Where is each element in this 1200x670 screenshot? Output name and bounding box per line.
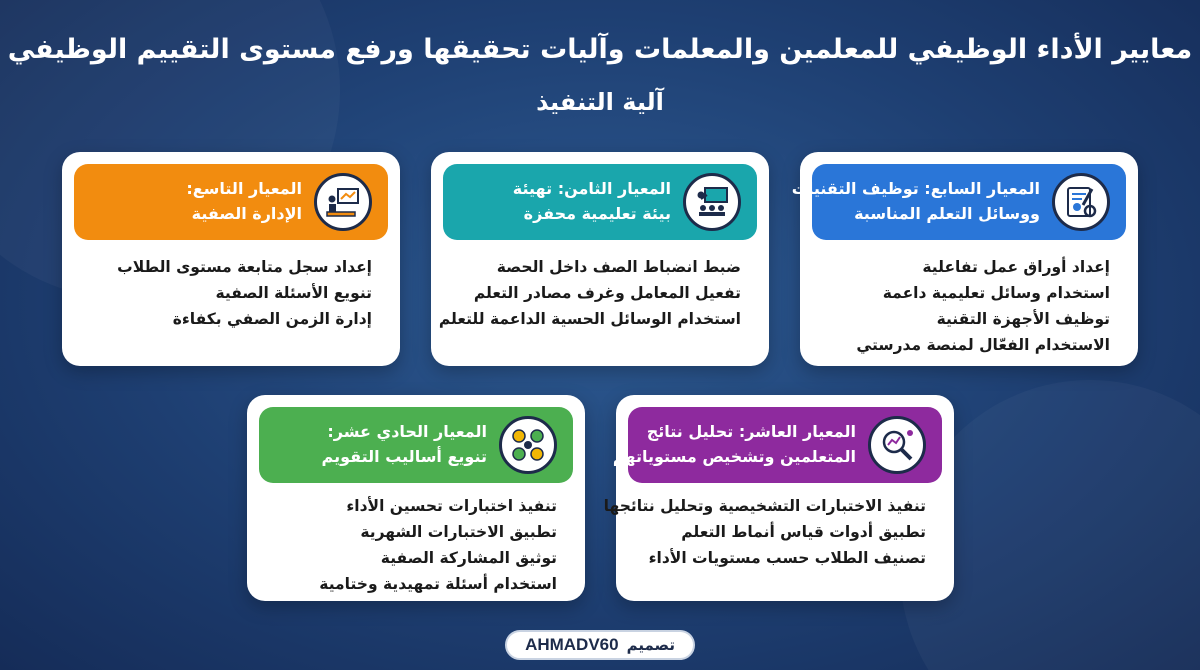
list-item: استخدام أسئلة تمهيدية وختامية: [319, 575, 557, 593]
list-item: تنويع الأسئلة الصفية: [215, 284, 372, 302]
designer-credit: [505, 630, 695, 660]
card-title-line2: ووسائل التعلم المناسبة: [854, 204, 1040, 223]
list-item: استخدام الوسائل الحسية الداعمة للتعلم: [438, 310, 741, 328]
card-standard-11: [247, 395, 585, 601]
classroom-management-icon: [314, 173, 372, 231]
list-item: الاستخدام الفعّال لمنصة مدرستي: [856, 336, 1110, 354]
card-title-line1: المعيار السابع: توظيف التقنيات: [791, 179, 1040, 199]
card-header: [74, 164, 388, 240]
card-title-line1: المعيار الثامن: تهيئة: [512, 179, 671, 199]
learning-environment-icon: [683, 173, 741, 231]
list-item: تفعيل المعامل وغرف مصادر التعلم: [473, 284, 741, 302]
list-item: ضبط انضباط الصف داخل الحصة: [496, 258, 741, 276]
card-items: [820, 254, 1110, 358]
list-item: توثيق المشاركة الصفية: [380, 549, 557, 567]
assessment-methods-icon: [499, 416, 557, 474]
card-items: [267, 493, 557, 597]
list-item: تطبيق الاختبارات الشهرية: [360, 523, 557, 541]
card-header: [612, 407, 942, 483]
list-item: إدارة الزمن الصفي بكفاءة: [172, 310, 372, 328]
card-standard-9: [62, 152, 400, 366]
card-title-line1: المعيار الحادي عشر:: [327, 422, 487, 442]
list-item: تنفيذ اختبارات تحسين الأداء: [346, 497, 557, 515]
list-item: تطبيق أدوات قياس أنماط التعلم: [681, 523, 926, 541]
card-title-line2: الإدارة الصفية: [191, 204, 302, 223]
credit-label: تصميم: [626, 636, 675, 654]
list-item: تصنيف الطلاب حسب مستويات الأداء: [648, 549, 926, 567]
card-header: [443, 164, 757, 240]
card-header: [259, 407, 573, 483]
card-title-line1: المعيار العاشر: تحليل نتائج: [646, 422, 856, 442]
card-items: [82, 254, 372, 332]
card-title-line2: المتعلمين وتشخيص مستوياتهم: [612, 447, 856, 466]
card-title-line1: المعيار التاسع:: [186, 179, 302, 199]
technology-icon: [1052, 173, 1110, 231]
card-standard-8: [431, 152, 769, 366]
page-title: معايير الأداء الوظيفي للمعلمين والمعلمات وآليات تحقيقها ورفع مستوى التقييم الوظيفي: [7, 34, 1193, 65]
list-item: إعداد أوراق عمل تفاعلية: [922, 258, 1110, 276]
list-item: توظيف الأجهزة التقنية: [936, 310, 1110, 328]
card-title-line2: بيئة تعليمية محفزة: [523, 204, 671, 223]
card-standard-7: [791, 152, 1138, 366]
card-title-line2: تنويع أساليب التقويم: [321, 447, 487, 466]
list-item: إعداد سجل متابعة مستوى الطلاب: [117, 258, 372, 276]
analysis-magnifier-icon: [868, 416, 926, 474]
page-subtitle: آلية التنفيذ: [536, 88, 664, 116]
card-items: [438, 254, 741, 332]
card-items: [603, 493, 926, 571]
card-standard-10: [603, 395, 954, 601]
list-item: استخدام وسائل تعليمية داعمة: [882, 284, 1110, 302]
card-header: [791, 164, 1126, 240]
list-item: تنفيذ الاختبارات التشخيصية وتحليل نتائجها: [603, 497, 926, 515]
credit-brand: AHMADV60: [525, 635, 619, 654]
